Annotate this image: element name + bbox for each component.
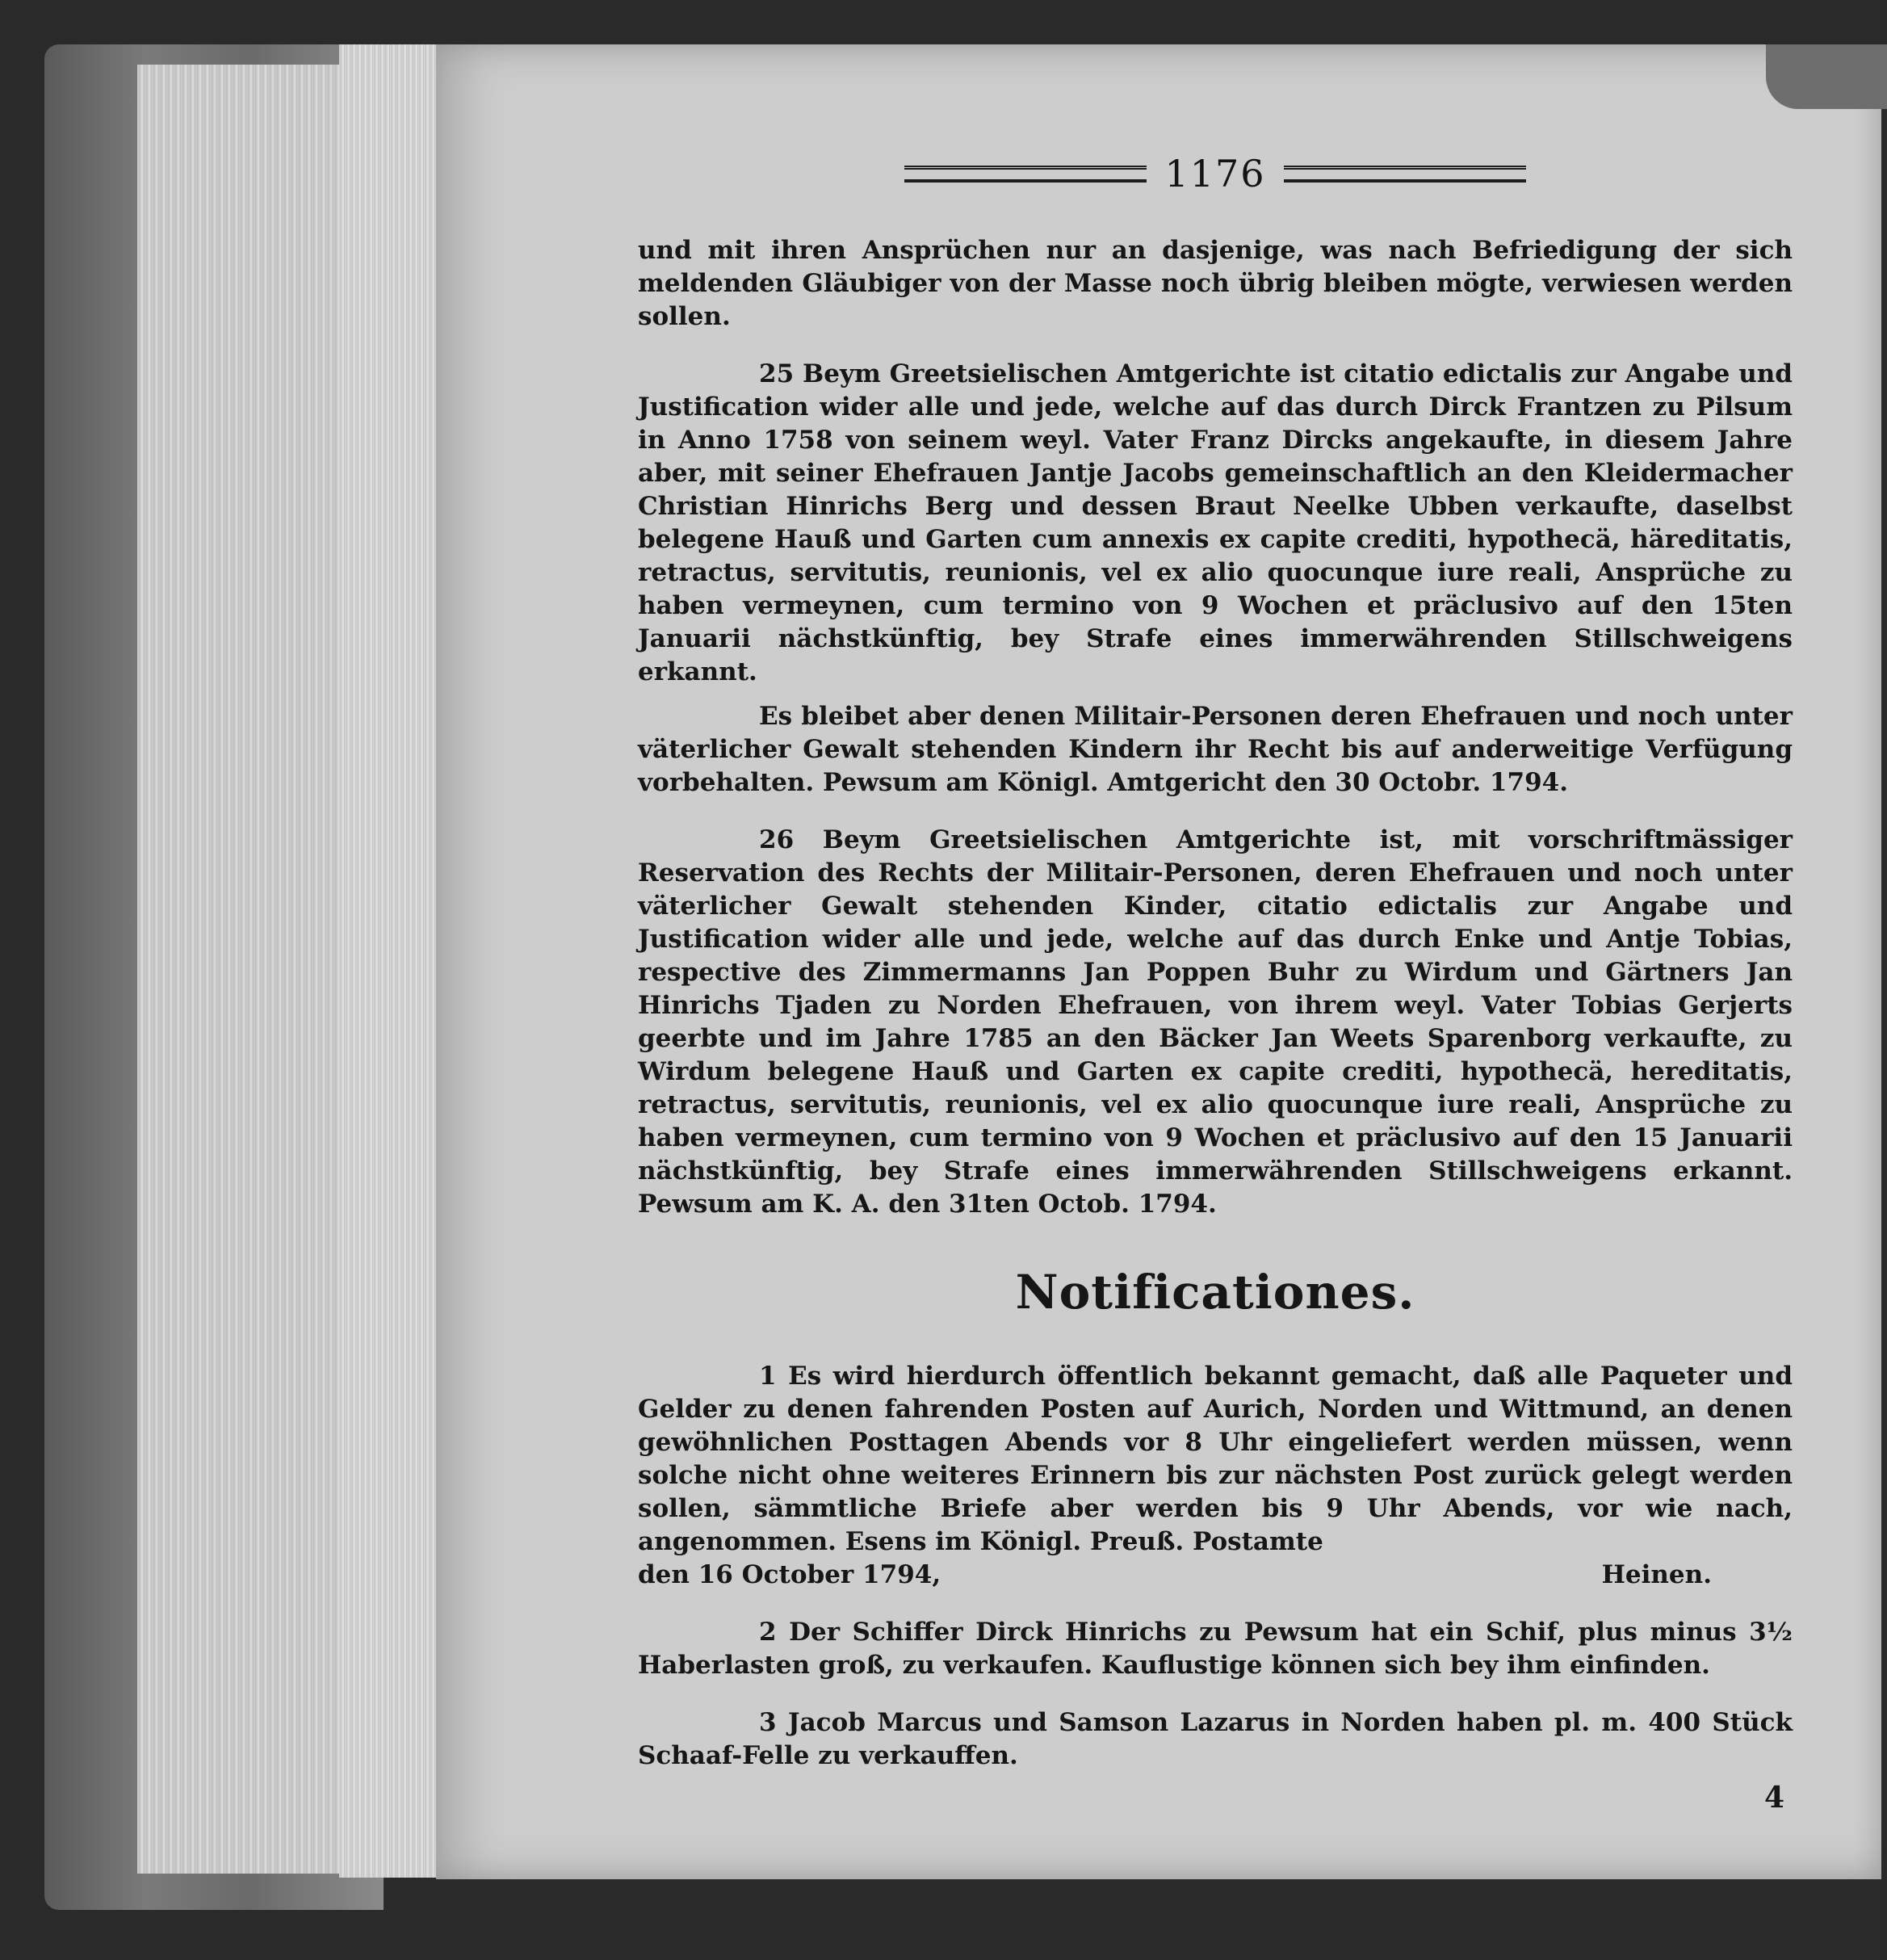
- paragraph-25-reservation: Es bleibet aber denen Militair-Personen deren Ehefrauen und noch unter väterlicher Gewalt stehenden Kindern ihr Recht bis auf anderweitige Verfügung vorbehalten. Pewsum am Königl. Amtgericht den 30 Octobr. 1794.: [638, 702, 1793, 797]
- ornamental-rule-left: [904, 166, 1147, 183]
- page-stack: [339, 44, 452, 1878]
- paragraph-25: 25 Beym Greetsielischen Amtgerichte ist citatio edictalis zur Angabe und Justification wider alle und jede, welche auf das durch Dirck Frantzen zu Pilsum in Anno 1758 von seinem weyl. Vater Franz Dircks angekaufte, in diesem Jahre aber, mit seiner Ehefrauen Jantje Jacobs gemeinschaftlich an den Kleidermacher Christian Hinrichs Berg und dessen Braut Neelke Ubben verkaufte, daselbst belegene Hauß und Garten cum annexis ex capite crediti, hypothecä, häreditatis, retractus, servitutis, reunionis, vel ex alio quocunque iure reali, Ansprüche zu haben vermeynen, cum termino von 9 Wochen et präclusivo auf den 15ten Januarii nächstkünftig, bey Strafe eines immerwährenden Stillschweigens erkannt.: [638, 359, 1793, 686]
- page-header: [904, 153, 1526, 194]
- section-title: Notificationes.: [1015, 1265, 1415, 1320]
- ornamental-rule-right: [1284, 166, 1526, 183]
- notification-1-date: den 16 October 1794,: [638, 1560, 941, 1589]
- signature-mark: 4: [1764, 1781, 1785, 1815]
- notification-1-signatory: Heinen.: [1601, 1560, 1712, 1589]
- paragraph-26: 26 Beym Greetsielischen Amtgerichte ist, mit vorschriftmässiger Reservation des Rechts der Militair-Personen, deren Ehefrauen und noch unter väterlicher Gewalt stehenden Kinder, citatio edictalis zur Angabe und Justification wider alle und jede, welche auf das durch Enke und Antje Tobias, respective des Zimmermanns Jan Poppen Buhr zu Wirdum und Gärtners Jan Hinrichs Tjaden zu Norden Ehefrauen, von ihrem weyl. Vater Tobias Gerjerts geerbte und im Jahre 1785 an den Bäcker Jan Weets Sparenborg verkaufte, zu Wirdum belegene Hauß und Garten ex capite crediti, hypothecä, hereditatis, retractus, servitutis, reunionis, vel ex alio quocunque iure reali, Ansprüche zu haben vermeynen, cum termino von 9 Wochen et präclusivo auf den 15 Januarii nächstkünftig, bey Strafe eines immerwährenden Stillschweigens erkannt. Pewsum am K. A. den 31ten Octob. 1794.: [638, 825, 1793, 1219]
- notification-2: 2 Der Schiffer Dirck Hinrichs zu Pewsum hat ein Schif, plus minus 3½ Haberlasten groß, zu verkaufen. Kauflustige können sich bey ihm einfinden.: [638, 1618, 1793, 1680]
- page-number: 1176: [1164, 152, 1266, 195]
- notification-1-signature-row: [638, 1559, 1793, 1592]
- paragraph-continued: und mit ihren Ansprüchen nur an dasjenige, was nach Befriedigung der sich meldenden Gläubiger von der Masse noch übrig bleiben mögte, verwiesen werden sollen.: [638, 236, 1793, 331]
- text-block: [638, 234, 1793, 1773]
- notification-1: 1 Es wird hierdurch öffentlich bekannt gemacht, daß alle Paqueter und Gelder zu denen fahrenden Posten auf Aurich, Norden und Wittmund, an denen gewöhnlichen Posttagen Abends vor 8 Uhr eingeliefert werden müssen, wenn solche nicht ohne weiteres Erinnern bis zur nächsten Post zurück gelegt werden sollen, sämmtliche Briefe aber werden bis 9 Uhr Abends, vor wie nach, angenommen. Esens im Königl. Preuß. Postamte: [638, 1362, 1793, 1556]
- clasp-strap: [1766, 44, 1887, 109]
- notification-3: 3 Jacob Marcus und Samson Lazarus in Norden haben pl. m. 400 Stück Schaaf-Felle zu verkauffen.: [638, 1708, 1793, 1770]
